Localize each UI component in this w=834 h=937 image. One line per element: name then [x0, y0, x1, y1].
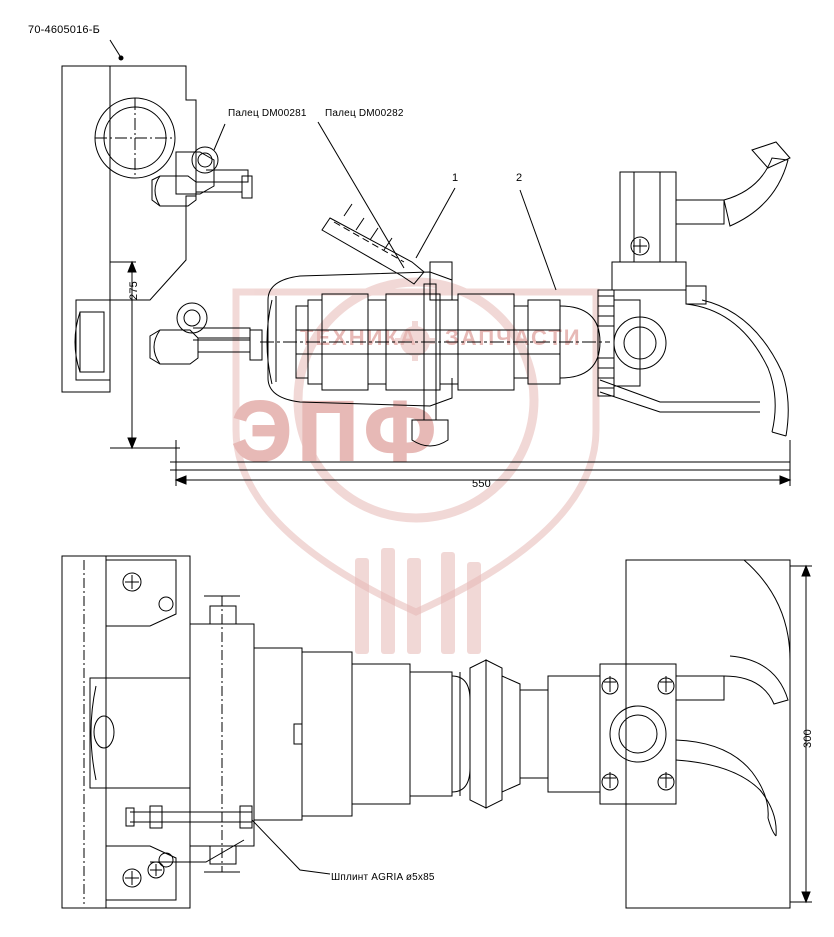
dimension-275: 275 — [128, 281, 140, 300]
dimension-550: 550 — [472, 478, 491, 490]
callout-pin-dm00281: Палец DM00281 — [228, 108, 307, 119]
watermark-text-right: ЗАПЧАСТИ — [445, 325, 582, 350]
callout-cotter-pin: Шплинт AGRIA ø5x85 — [331, 872, 435, 883]
watermark-text-left: ТЕХНИКА — [300, 325, 418, 350]
callout-item-1: 1 — [452, 172, 459, 184]
watermark-logo: ЭПФ — [232, 384, 442, 478]
callout-item-2: 2 — [516, 172, 523, 184]
callout-pin-dm00282: Палец DM00282 — [325, 108, 404, 119]
part-number-label: 70-4605016-Б — [28, 24, 101, 36]
dimension-300: 300 — [802, 729, 814, 748]
